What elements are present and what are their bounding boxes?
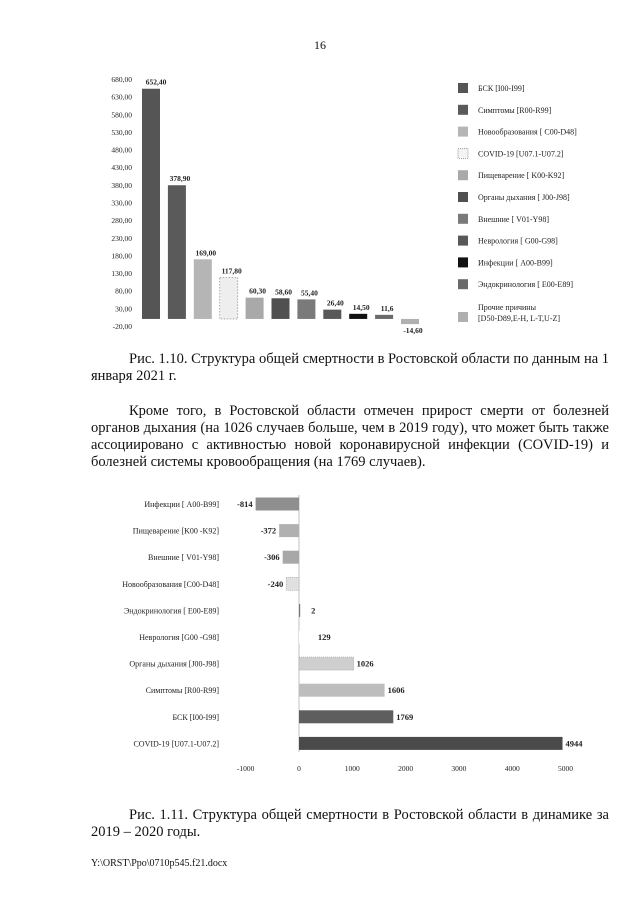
bar-value-label: -240 <box>267 578 284 589</box>
bar-value-label: -814 <box>237 499 253 509</box>
y-tick-label: -20,00 <box>112 322 132 331</box>
legend-swatch <box>458 127 468 137</box>
y-tick-label: 380,00 <box>111 180 132 190</box>
legend-label: БСК [I00-I99] <box>478 84 525 93</box>
legend-label: Пищеварение [ K00-K92] <box>478 171 565 181</box>
legend-label: [D50-D89,E-H, L-T,U-Z] <box>478 314 561 323</box>
x-tick-label: 5000 <box>558 764 573 773</box>
category-label: Органы дыхания [J00-J98] <box>129 659 219 669</box>
legend-label: COVID-19 [U07.1-U07.2] <box>478 149 564 159</box>
legend-swatch <box>458 105 468 115</box>
bar-value-label: 11,6 <box>380 303 394 313</box>
legend-label: Неврология [ G00-G98] <box>478 236 558 246</box>
legend-label: Органы дыхания [ J00-J98] <box>478 193 570 202</box>
y-tick-label: 280,00 <box>111 216 132 226</box>
category-label: Пищеварение [K00 -K92] <box>132 526 219 536</box>
y-tick-label: 30,00 <box>115 304 132 314</box>
legend-label: Новообразования [ C00-D48] <box>478 127 577 137</box>
x-tick-label: 1000 <box>344 764 360 773</box>
bar <box>272 298 290 319</box>
y-tick-label: 330,00 <box>111 198 132 208</box>
bar-value-label: -14,60 <box>403 326 423 336</box>
page-number: 16 <box>314 38 326 52</box>
bar-value-label: 4944 <box>565 738 583 749</box>
y-tick-label: 580,00 <box>111 110 132 120</box>
bar-value-label: 55,40 <box>300 288 318 298</box>
legend-swatch <box>458 214 468 224</box>
bar <box>168 185 186 319</box>
legend-label: Инфекции [ A00-B99] <box>478 258 553 268</box>
bar <box>299 631 306 644</box>
category-label: Симптомы [R00-R99] <box>145 686 219 696</box>
bar-value-label: -306 <box>264 552 280 563</box>
category-label: Неврология [G00 -G98] <box>139 633 219 642</box>
x-tick-label: 0 <box>297 764 301 773</box>
bar-value-label: 378,90 <box>169 174 191 184</box>
footer-file-path: Y:\ORST\Ppo\0710p545.f21.docx <box>91 858 228 869</box>
bar <box>297 299 315 319</box>
figure-2-caption: Рис. 1.11. Структура общей смертности в Ростовской области в динамике за 2019 – 2020 годы. <box>91 807 609 840</box>
bar <box>256 498 299 511</box>
y-tick-label: 130,00 <box>111 269 132 279</box>
bar-value-label: 1769 <box>396 711 414 722</box>
legend-label: Эндокринология [ E00-E89] <box>478 280 573 290</box>
bar-value-label: 1026 <box>356 658 374 669</box>
y-tick-label: 530,00 <box>111 127 132 137</box>
legend-label: Прочие причины <box>478 303 536 312</box>
figure-1-caption: Рис. 1.10. Структура общей смертности в Ростовской области по данным на 1 января 2021 г. <box>91 351 610 384</box>
legend-swatch <box>458 192 468 202</box>
y-tick-label: 230,00 <box>111 233 132 243</box>
x-tick-label: 2000 <box>398 764 414 773</box>
legend-swatch <box>458 279 468 289</box>
bar <box>246 298 264 319</box>
bar-value-label: 26,40 <box>326 298 344 308</box>
category-label: COVID-19 [U07.1-U07.2] <box>133 739 219 749</box>
body-paragraph: Кроме того, в Ростовской области отмечен прирост смерти от болезней органов дыхания (на 1026 случаев больше, чем в 2019 году), что может быть также ассоциировано с активностью новой коронавирусной инфекции (COVID-19) и болезней системы кровообращения (на 1769 случаев). <box>91 403 609 470</box>
bar <box>323 310 341 319</box>
bar <box>299 737 563 750</box>
y-tick-label: 680,00 <box>111 75 132 84</box>
category-label: Инфекции [ A00-B99] <box>144 500 219 509</box>
bar <box>401 319 419 324</box>
bar <box>142 89 160 319</box>
bar-value-label: 60,30 <box>249 286 267 296</box>
legend-label: Внешние [ V01-Y98] <box>478 214 549 224</box>
y-tick-label: 80,00 <box>115 286 132 296</box>
bar-value-label: 1606 <box>387 685 405 696</box>
bar <box>220 277 238 319</box>
y-tick-label: 480,00 <box>111 145 132 155</box>
legend-swatch <box>458 83 468 93</box>
x-tick-label: -1000 <box>236 764 255 773</box>
bar-value-label: -372 <box>260 525 277 536</box>
legend-swatch <box>458 236 468 246</box>
bar-value-label: 652,40 <box>145 77 167 87</box>
bar-value-label: 2 <box>311 605 316 616</box>
bar-value-label: 129 <box>317 632 331 642</box>
bar <box>299 604 300 617</box>
category-label: БСК [I00-I99] <box>172 712 219 722</box>
legend-swatch <box>458 148 468 158</box>
legend-swatch <box>458 312 468 322</box>
bar <box>375 315 393 319</box>
bar <box>299 684 385 697</box>
legend-swatch <box>458 170 468 180</box>
bar <box>286 577 299 590</box>
x-tick-label: 3000 <box>451 764 467 773</box>
x-tick-label: 4000 <box>504 764 520 773</box>
bar <box>299 657 354 670</box>
category-label: Новообразования [C00-D48] <box>122 579 219 589</box>
bar <box>283 551 299 564</box>
category-label: Эндокринология [ E00-E89] <box>124 606 219 616</box>
legend-label: Симптомы [R00-R99] <box>478 105 552 115</box>
y-tick-label: 630,00 <box>111 92 132 102</box>
bar-value-label: 14,50 <box>352 302 370 312</box>
y-tick-label: 430,00 <box>111 163 132 173</box>
bar <box>279 524 299 537</box>
bar <box>194 259 212 319</box>
bar-value-label: 117,80 <box>221 266 242 276</box>
bar <box>349 314 367 319</box>
y-tick-label: 180,00 <box>111 251 132 261</box>
category-label: Внешние [ V01-Y98] <box>148 553 219 563</box>
bar-value-label: 58,60 <box>275 287 292 297</box>
bar-value-label: 169,00 <box>195 248 217 258</box>
legend-swatch <box>458 257 468 267</box>
bar <box>299 710 393 723</box>
